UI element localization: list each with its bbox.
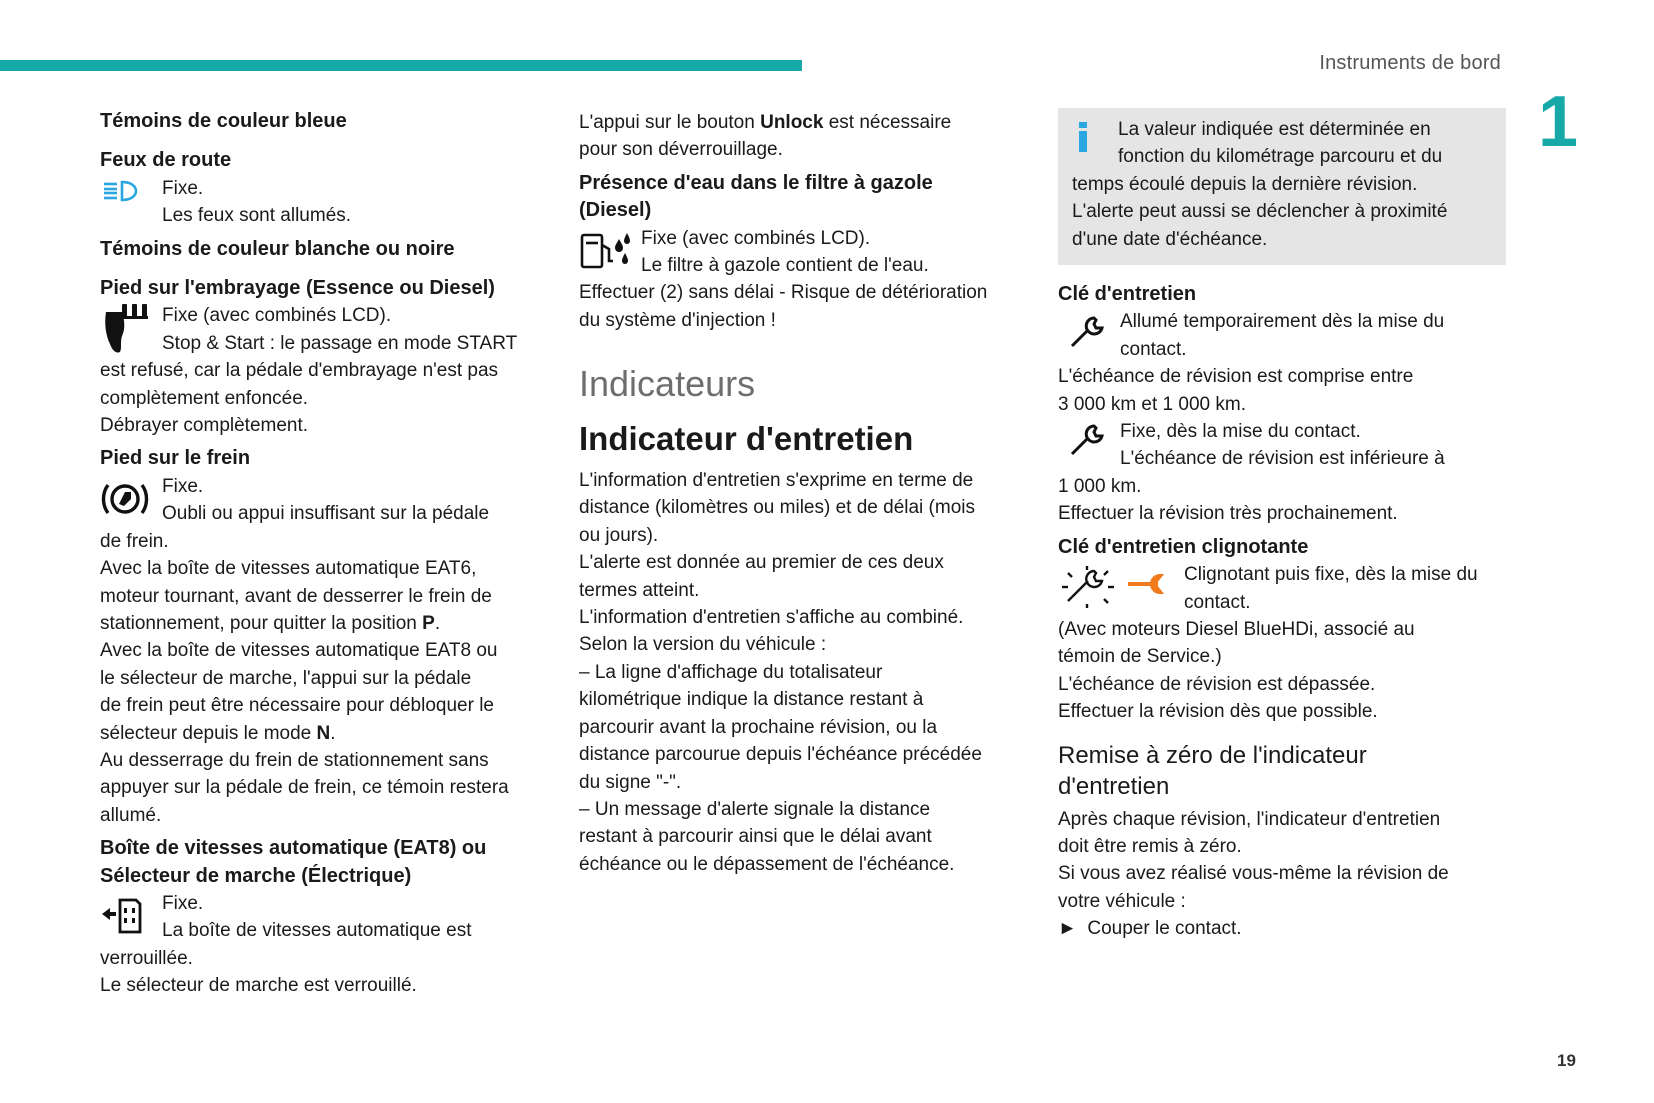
column-right: La valeur indiquée est déterminée en fonction du kilométrage parcouru et du temps écoulé depuis la dernière révision. L'alerte peut aussi se déclencher à proximité d'une date d'échéance. Clé d'entretien Allumé temporairement dès la mise du contact. L'échéance de révision est comprise entre 3 000 km et 1 000 km. Fixe, dès la mise du contact. L'échéance de révision est inférieure à 1 000 km. Effectuer la révision très prochainement. Clé d'entretien clignotante Clignotant puis fixe, dès la mise du contact. (Avec moteurs Diesel BlueHDi, associé au témoin de Service.) L'échéance de révision est dépassée. Effectuer la révision dès que possible. Remise à zéro de l'indicateur d'entretien Après chaque révision, l'indicateur d'entretien doit être remis à zéro. Si vous avez réalisé vous-même la révision de votre véhicule : ► Couper le contact. xyxy=(1058,108,1508,943)
water-in-fuel-item: Fixe (avec combinés LCD). Le filtre à gazole contient de l'eau. Effectuer (2) sans délai - Risque de détérioration du système d'injection ! xyxy=(579,227,988,331)
bullet-arrow-icon: ► xyxy=(1058,918,1077,940)
wrench-icon xyxy=(1068,422,1108,458)
info-note-box: La valeur indiquée est déterminée en fonction du kilométrage parcouru et du temps écoulé depuis la dernière révision. L'alerte peut aussi se déclencher à proximité d'une date d'échéance. xyxy=(1058,108,1506,265)
brake-pedal-icon xyxy=(100,479,150,519)
page-number: 19 xyxy=(1557,1051,1576,1070)
heading-blue-lights: Témoins de couleur bleue xyxy=(100,110,347,132)
heading-clutch: Pied sur l'embrayage (Essence ou Diesel) xyxy=(100,277,495,300)
heading-white-lights: Témoins de couleur blanche ou noire xyxy=(100,237,455,260)
orange-wrench-icon xyxy=(1126,573,1170,595)
bullet-step: ► Couper le contact. xyxy=(1058,918,1242,940)
heading-service-wrench: Clé d'entretien xyxy=(1058,283,1197,306)
header-accent-bar xyxy=(0,60,802,71)
gearbox-lock-icon xyxy=(100,896,144,936)
flashing-wrench-item: Clignotant puis fixe, dès la mise du contact. (Avec moteurs Diesel BlueHDi, associé au témoin de Service.) L'échéance de révision est dépassée. Effectuer la révision dès que possible. xyxy=(1058,564,1478,723)
heading-eat8-line2: Sélecteur de marche (Électrique) xyxy=(100,864,412,887)
chapter-number: 1 xyxy=(1538,82,1579,162)
heading-eat8-line1: Boîte de vitesses automatique (EAT8) ou xyxy=(100,837,487,860)
brake-item: Fixe. Oubli ou appui insuffisant sur la pédale de frein. Avec la boîte de vitesses automatique EAT6, moteur tournant, avant de desserrer le frein de stationnement, pour quitter la position P. Avec la boîte de vitesses automatique EAT8 ou le sélecteur de marche, l'appui sur la pédale de frein peut être nécessaire pour débloquer le sélecteur depuis le mode N. Au desserrage du frein de stationnement sans appuyer sur la pédale de frein, ce témoin restera allumé. xyxy=(100,475,509,826)
heading-water-filter-2: (Diesel) xyxy=(579,199,652,222)
gearbox-lock-item: Fixe. La boîte de vitesses automatique est verrouillée. Le sélecteur de marche est verrouillé. xyxy=(100,892,472,997)
service-wrench-item-2: Fixe, dès la mise du contact. L'échéance de révision est inférieure à 1 000 km. Effectuer la révision très prochainement. xyxy=(1058,421,1445,525)
heading-brake: Pied sur le frein xyxy=(100,447,251,470)
column-left xyxy=(100,108,560,1000)
high-beam-item: Fixe. Les feux sont allumés. xyxy=(100,175,560,230)
clutch-item: Fixe (avec combinés LCD). Stop & Start : le passage en mode START est refusé, car la pédale d'embrayage n'est pas complètement enfoncée. Débrayer complètement. xyxy=(100,302,560,439)
flashing-wrench-icon xyxy=(1058,565,1116,609)
high-beam-icon xyxy=(100,179,140,203)
column-middle: L'appui sur le bouton Unlock est nécessaire pour son déverrouillage. Présence d'eau dans le filtre à gazole (Diesel) Fixe (avec combinés LCD). Le filtre à gazole contient de l'eau. Effectuer (2) sans délai - Risque de détérioration du système d'injection ! Indicateurs Indicateur d'entretien L'information d'entretien s'exprime en terme de distance (kilomètres ou miles) et de délai (mois ou jours). L'alerte est donnée au premier de ces deux termes atteint. L'information d'entretien s'affiche au combiné. Selon la version du véhicule : – La ligne d'affichage du totalisateur kilométrique indique la distance restant à parcourir avant la prochaine révision, ou la distance parcourue depuis l'échéance précédée du signe "-". – Un message d'alerte signale la distance restant à parcourir ainsi que le délai avant échéance ou le dépassement de l'échéance. xyxy=(579,109,1027,878)
heading-maintenance-indicator: Indicateur d'entretien xyxy=(579,420,914,458)
section-heading-indicators: Indicateurs xyxy=(579,363,756,405)
water-in-fuel-icon xyxy=(579,231,631,273)
heading-water-filter-1: Présence d'eau dans le filtre à gazole xyxy=(579,171,933,194)
heading-reset-indicator-1: Remise à zéro de l'indicateur xyxy=(1058,741,1367,769)
info-icon xyxy=(1076,122,1090,152)
heading-high-beam: Feux de route xyxy=(100,149,232,172)
heading-reset-indicator-2: d'entretien xyxy=(1058,772,1170,800)
heading-flashing-wrench: Clé d'entretien clignotante xyxy=(1058,535,1309,558)
clutch-pedal-icon xyxy=(100,302,148,356)
service-wrench-item-1: Allumé temporairement dès la mise du contact. L'échéance de révision est comprise entre 3 000 km et 1 000 km. xyxy=(1058,311,1445,415)
section-title: Instruments de bord xyxy=(1319,52,1501,74)
wrench-icon xyxy=(1068,314,1108,350)
